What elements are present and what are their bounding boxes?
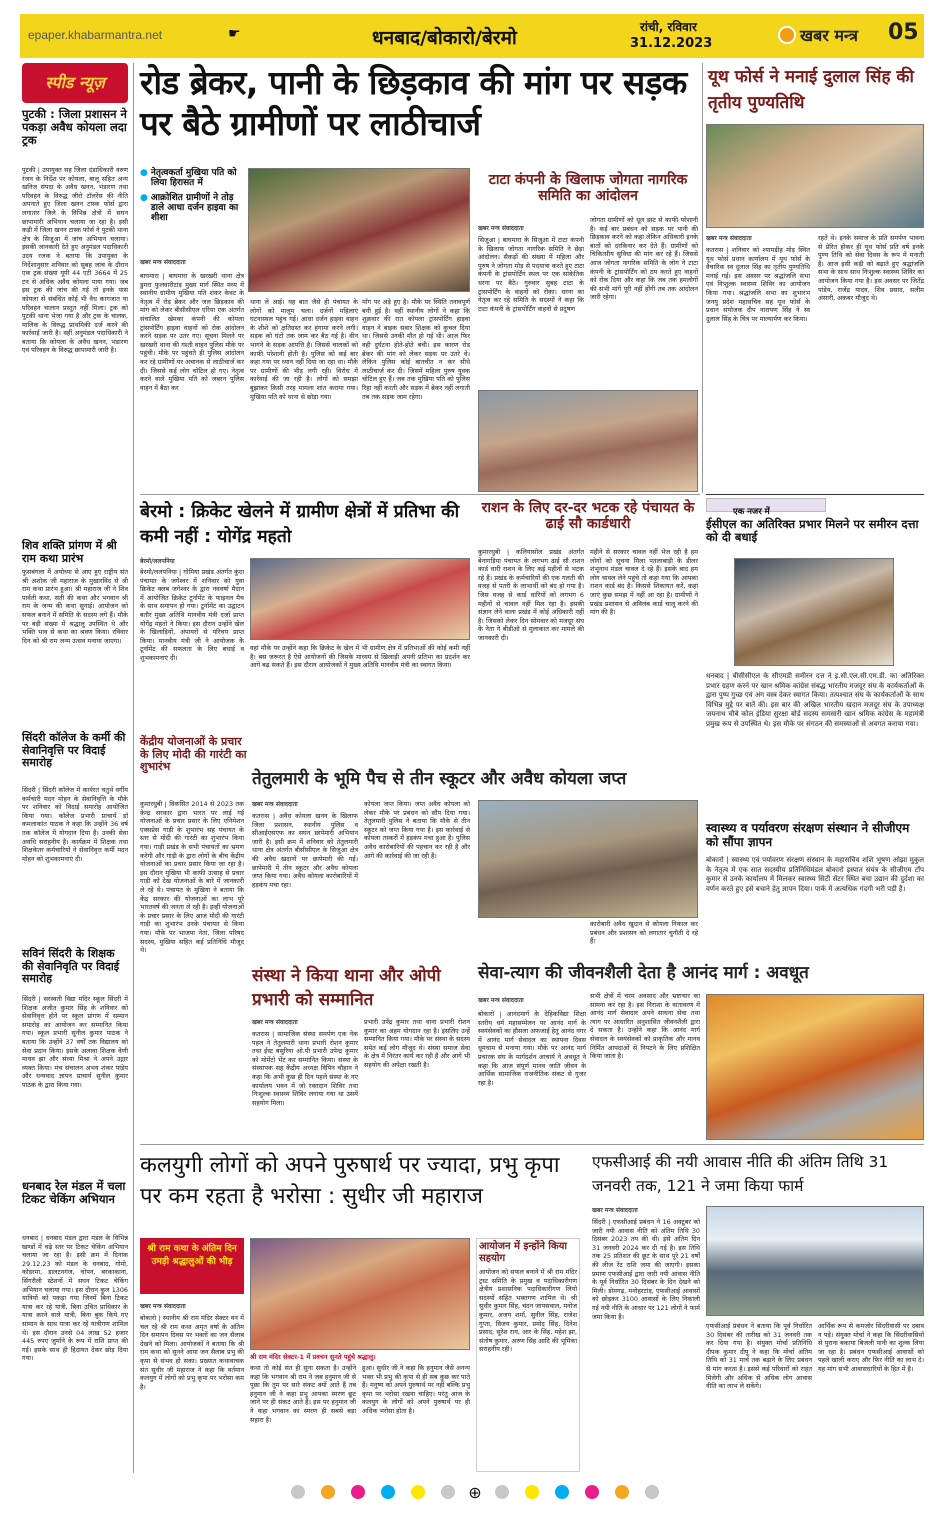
kendra-text: कुमारधुबी | विकसित 2014 से 2023 तक केन्द्र सरकार द्वारा भारत पर लाई गई योजनाओं के प्रचार प्रसार के लिए एनिमेशन एक्सप्रेस गाड़ी के शुभारंभ सह पंचायत के स्तर से मोदी की गारंटी का शुभारंभ किया गया। गाड़ी प्रखंड के सभी पंचायतों का भ्रमण करेगी और गाड़ी के द्वारा लोगों के बीच केंद्रीय योजनाओं का प्रचार प्रसार किया जा रहा है। इस दौरान मुखिया भी काफी उत्साह से प्रचार गाड़ी को देख योजनाओं के बारे में जानकारी ले रहे थे। पंचायत के मुखिया ने बताया कि केंद्र सरकार की योजनाओं का लाभ पूरे भारतवर्ष की जनता ले रही है। इन्हीं योजनाओं के प्रचार प्रसार के लिए आज मोदी की गारंटी गाड़ी का शुभारंभ उनके पंचायत से किया गया। मौके पर भाजपा नेता, जिला परिषद सदस्य, मुखिया सहित कई प्रतिनिधि मौजूद थे। [140,800,244,955]
color-dot [555,1485,569,1499]
speed-b2-text: फुसबंगला में अयोध्या से आए हुए राष्ट्रीय संत श्री अशोक जी महाराज के मुखारविंद से श्री राम कथा प्रारंभ हुआ। श्री महाराज जी ने शिव पार्वती कथा, सती की कथा और भगवान श्री राम के जन्म की कथा सुनाई। आयोजन को सफल बनाने में समिति के सदस्य लगे हैं। मौके पर बड़ी संख्या में श्रद्धालु उपस्थित थे और भक्ति भाव से कथा का श्रवण किया। रविवार दिन को श्री राम जन्म उत्सव मनाया जाएगा। [22,568,128,645]
youth-photo [706,124,924,228]
santha-headline: संस्था ने किया थाना और ओपी प्रभारी को सम्मानित [252,966,441,1010]
color-dot [291,1485,305,1499]
ration-col1: कुमारधुबी | कलियासोल प्रखंड अंतर्गत बेनागड़िया पंचायत के लगभग ढाई सौ राशन कार्ड धारी राशन के लिए कई महीनों से भटक रहे हैं। प्रखंड के कर्मचारियों की एक गलती की वजह से पतरी के लाभार्थी को बंद हो गया है। जिस वजह से कार्ड धारियों को लगभग 6 महीनों से चावल नहीं मिल रहा है। इसकी संज्ञान लेने वाला प्रखंड में कोई अधिकारी नहीं है। जिसको लेकर दिन सोमवार को मजदूर संघ के नेता ने बीडीओ से मुलाकात कर मामले की जानकारी दी। [478,548,584,642]
hand-pointer-icon: ☛ [228,26,241,42]
youth-headline: यूथ फोर्स ने मनाई दुलाल सिंह की तृतीय पुण्यतिथि [708,67,914,113]
kal-col3: हुआ। सुधीर जी ने कहा कि हनुमान जैसे अनन्य भक्त भी प्रभु की कृपा से ही सब कुछ कर पाते हैं। मनुष्य को अपने पुरुषार्थ पर नहीं बल्कि प्रभु कृपा पर भरोसा रखना चाहिए। परंतु आज के कलयुग के लोगों को अपने पुरुषार्थ पर ही अधिक भरोसा होता है। [362,1364,470,1415]
kal-red-box-text: श्री राम कथा के अंतिम दिन उमड़ी श्रद्धालुओं की भीड़ [147,1244,237,1267]
ayojan-box [476,1238,580,1472]
lead-col1: बाघमारा | बाघमारा के खरखरी थाना क्षेत्र डुमरा फुलवारीटांड़ मुख्य मार्ग स्थित मध्य में स्थानीय ग्रामीण मुखिया पति शंकर केवट के नेतृत्व में रोड ब्रेकर और जल छिड़काव की मांग को लेकर बीसीसीएल एरिया एक अंतर्गत संचालित खेमका कंपनी की कोयला ट्रांसपोर्टिंग हाइवा वाहनों को रोक आंदोलन करने सड़क पर उतर गए। सूचना मिलने पर खरखरी थाना की गश्ती वाहन पुलिस मौके पर पहुंची। मौके पर पहुंचते ही पुलिस आंदोलन कर रहे ग्रामीणों पर अचानक से लाठीचार्ज कर दी। जिससे कई लोग चोटिल हो गए। नेतृत्व करने वाले मुखिया पति को जबरन पुलिस वाहन में बैठा कर [140,272,244,392]
color-dot [615,1485,629,1499]
speed-b1-title: पुटकी : जिला प्रशासन ने पकड़ा अवैध कोयला लदा ट्रक [22,107,127,148]
env-headline: स्वास्थ्य व पर्यावरण संरक्षण संस्थान ने सीजीएम को सौंपा ज्ञापन [706,821,910,849]
col-divider [702,63,703,493]
site-url[interactable]: epaper.khabarmantra.net [28,28,163,42]
brand-logo-icon [778,26,796,44]
fci-col2: एफसीआई प्रबंधन ने बताया कि पूर्व निर्धारित 30 दिसंबर की तारीख को 31 जनवरी तक कर दिया गया है। संयुक्त मोर्चा प्रतिनिधि दीपक कुमार दीपू ने कहा कि मोर्चा अंतिम तिथि को 31 मार्च तक बढ़ाने के लिए प्रबंधन से मांग करता है। इससे कई परिवारों को राहत मिलेगी और अधिक से अधिक लोग आवास नीति का लाभ ले सकेंगे। [706,1322,812,1391]
kal-photo-caption: श्री राम मंदिर सेक्टर-1 में प्रवचन सुनते पहुंचे श्रद्धालु। [250,1353,376,1361]
tetul-byline: खबर मन्त्र संवाददाता [252,801,298,808]
speed-b4-title: सविनं सिंदरी के शिक्षक की सेवानिवृति पर विदाई समारोह [22,947,120,986]
page-number: 05 [888,20,919,45]
speed-news-label: स्पीड न्यूज़ [45,73,105,92]
color-dot [351,1485,365,1499]
section-rule [140,1144,924,1145]
lead-photo [248,168,470,292]
tetul-col1: कतरास | अवैध कोयला खनन के खिलाफ जिला प्रशासन, स्थानीय पुलिस व सीआईएसएफ का सघन छापेमारी अभियान जारी है। इसी क्रम में शनिवार को तेतुलमारी थाना क्षेत्र अंतर्गत बीसीसीएल के सिजुआ क्षेत्र की अवैध खदानों पर छापेमारी की गई। छापेमारी में तीन स्कूटर और अवैध कोयला जप्त किया गया। अवैध कोयला कारोबारियों में हड़कंप मचा रहा। [252,812,358,889]
tetul-col3: कारोबारी अवैध खुदान से कोयला निकाल कर प्रबंधन और प्रशासन को लगातार चुनौती दे रहे हैं। [590,920,698,946]
lead-col2: थाना ले आई। यह बात जैसे ही पंचायत के लोगों को मालूम चला। दर्जनों महिलाएं घटनास्थल पहुंच गई। आधा दर्जन हाइवा वाहन के शीशे को क्षतिग्रस्त कर हंगामा करने लगी। सड़क को घंटों तक जाम कर बैठ गई है। वीन भागने के सड़क आपत्ति है। जिससे चालकों को काफी परेशानी होती है। पुलिस को कई बार कहा गया पर ध्यान नहीं दिया जा रहा था। मौके पर ग्रामीणों की भीड़ लगी रही। विरोध में कार्रवाई की जा रही है। लोगों को समझा बुझाकर किसी तरह मामला शांत कराया गया। मुखिया पति को थाना से छोड़ा गया। [250,298,358,401]
ayojan-text: आयोजन को सफल बनाने में श्री राम मंदिर ट्रस्ट समिति के प्रमुख व पदाधिकारीगण क्षेत्रीय प्रशासनिक पदाधिकारीगण लियो सदस्यों सहित भक्तगण शामिल थे। श्री सुधीर कुमार सिंह, चंदन जायसवाल, मनोज कुमार, अजय शर्मा, सुनील सिंह, राजेश गुप्ता, विजय कुमार, प्रमोद सिंह, दिनेश प्रसाद, सुरेश राय, आर के सिंह, महेश झा, संतोष कुमार, अरुण सिंह आदि की भूमिका सराहनीय रही। [479,1268,577,1354]
lead-bullet-2: आक्रोशित ग्रामीणों ने तोड़ डाले आधा दर्जन हाइवा का शीशा [150,192,239,224]
registration-marks [150,1482,800,1502]
bullet-icon: ● [140,192,148,203]
bullet-icon: ● [140,168,148,178]
fci-photo [706,1206,924,1316]
ek-nazar-badge [706,498,826,517]
env-text: बोकारो | स्वास्थ्य एवं पर्यावरण संरक्षण संस्थान के महासचिव शशि भूषण ओझा मुकुल के नेतृत्व में एक सात सदस्यीय प्रतिनिधिमंडल बोकारो इस्पात संयंत्र के सीजीएम टॉप कुमार से उनके कार्यालय में मिलकर स्वास्थ्य सिटी सेंटर स्थित बचा उद्यान की दुर्दशा का वर्णन करते हुए इसे बचाने हेतु ज्ञापन दिया। पार्क में अत्यधिक गंदगी भरी पड़ी है। [706,856,924,893]
tata-headline: टाटा कंपनी के खिलाफ जोगता नागरिक समिति का आंदोलन [488,172,688,205]
seva-col2: सभी क्षेत्रों में चरम अवसाद और भ्रष्टाचार का सामना कर रहा है। इस निराशा के वातावरण में आनंद मार्ग सेवादल अपने साधना सेवा तथा त्याग पर आधारित अनुशासित जीवनशैली द्वारा दे सकता है। उन्होंने कहा कि आनंद मार्ग सेवादल के स्वयंसेवकों को प्राकृतिक और मानव निर्मित आपदाओं से निपटने के लिए प्रशिक्षित किया जाता है। [590,992,700,1061]
color-dot [381,1485,395,1499]
seva-byline: खबर मन्त्र संवाददाता [478,997,524,1004]
ration-headline: राशन के लिए दर-दर भटक रहे पंचायत के ढाई सौ कार्डधारी [481,500,695,533]
youth-col1: कतरास | शनिवार को श्यामडीह मोड़ स्थित यूथ फोर्स प्रधान कार्यालय में यूथ फोर्स के वैचारिक स्व दुलाल सिंह का तृतीय पुण्यतिथि मनाई गई। इस अवसर पर श्रद्धांजलि सभा एवं निःशुल्क स्वास्थ्य शिविर का आयोजन किया गया। श्रद्धांजलि सभा का शुभारंभ जनयु प्रदेश महासचिव सह यूथ फोर्स के प्रधान संयोजक दीप नारायण सिंह ने स्व दुलाल सिंह के चित्र पर माल्यार्पण कर किया। [706,246,810,323]
section-rule [140,494,700,495]
youth-col2: रहते थे। इनके समाज के प्रति समर्पण भावना से प्रेरित होकर ही यूथ फोर्स प्रति वर्ष इनके पुण्य तिथि को सेवा दिवस के रूप में मनाती है। आज इसी कड़ी को बढ़ाते हुए श्रद्धांजलि सभा के साथ साथ निःशुल्क स्वास्थ्य शिविर का आयोजन किया गया है। इस अवसर पर जितेंद्र पांडेय, राजेंद्र यादव, शिव प्रसाद, सलीम अंसारी, अकबर मौजूद थे। [818,234,924,303]
kal-red-box [140,1238,244,1294]
tata-col1: सिजुआ | बाघमारा के सिजुआ में टाटा कंपनी के खिलाफ जोगता नागरिक समिति ने छेड़ा आंदोलन। सैकड़ों की संख्या में महिला और पुरुष ने जोगता मोड़ से पदयात्रा करते हुए टाटा कंपनी के ट्रांसपोर्टिंग स्थल पर एक सांकेतिक धरना पर बैठे। गुरुवार सुबह टाटा के ट्रांसपोर्टिंग के वाहनों को रोका। धरना का नेतृत्व कर रहे समिति के सदस्यों ने कहा कि टाटा कंपनी के ट्रांसपोर्टिंग वाहनों से प्रदूषण [478,236,584,313]
seva-photo [706,994,924,1140]
speed-b2-title: शिव शक्ति प्रांगण में श्री राम कथा प्रारंभ [22,539,117,565]
col-divider [133,63,134,1473]
fci-byline: खबर मन्त्र संवाददाता [592,1207,638,1214]
kal-col2: कथा तो कोई संत ही सुना सकता है। उन्होंने कहा कि भगवान श्री राम ने जब हनुमान जी से पूछा कि तुम पर सारे संकट क्यों आते हैं तब हनुमान जी ने कहा प्रभु आपका स्मरण छूट जाने पर ही संकट आते हैं। इस पर हनुमान जी ने कहा भगवान का स्मरण ही सबसे बड़ा सहारा है। [250,1364,356,1424]
bermo-col1: बेरमो/ललपनिया | गोमिया प्रखंड अंतर्गत कुंदा पंचायत के जगेश्वर में शनिवार को युवा क्रिकेट क्लब जगेश्वर के द्वारा नववर्षा मैदान में आयोजित क्रिकेट टूर्नामेंट के फाइनल मैच के साथ समापन हो गया। टूर्नामेंट का उद्घाटन बतौर मुख्य अतिथि मानवीय मंत्री दर्जा प्राप्त योगेंद्र महतो ने किया। इस दौरान उन्होंने खेल के खिलाड़ियों, अंपायरों से परिचय प्राप्त किया। मानवीय मंत्री जी ने आयोजक के टूर्नामेंट की सफलता के लिए बधाई व शुभकामनाएं दी। [140,568,244,662]
ayojan-headline: आयोजन में इन्होंने किया सहयोग [479,1241,568,1264]
lead-bullets [140,168,244,224]
santha-byline: खबर मन्त्र संवाददाता [252,1019,298,1026]
lead-headline: रोड ब्रेकर, पानी के छिड़काव की मांग पर सड़क पर बैठे ग्रामीणों पर लाठीचार्ज [140,63,687,143]
tata-byline: खबर मन्त्र संवाददाता [478,225,524,232]
tata-col2: जोगता ग्रामीणों को धूल डस्ट से काफी परेशानी है। कई बार प्रबंधन को सड़क पर पानी की छिड़काव करने को कहा लेकिन अधिकारी इनके बातों को दरकिनार कर देते हैं। ग्रामीणों को चिकित्सीय सुविधा की मांग कर रहे हैं। जिससे आज जोगता नागरिक समिति के लोग ने टाटा कंपनी के ट्रांसपोर्टिंग को ठप करते हुए वाहनों को रोक दिया और कहा कि जब तक हमलोगों की सभी मांगें पूरी नहीं होंगी तब तक आंदोलन जारी रहेगा। [590,216,698,302]
kal-byline: खबर मन्त्र संवाददाता [140,1303,186,1310]
speed-news-badge [22,63,128,103]
color-dot [321,1485,335,1499]
color-dot [645,1485,659,1499]
tetul-headline: तेतुलमारी के भूमि पैच से तीन स्कूटर और अवैध कोयला जप्त [252,769,627,789]
color-dot [495,1485,509,1499]
crosshair-icon: ⊕ [468,1482,482,1502]
kal-photo [250,1238,470,1350]
lead-byline: खबर मन्त्र संवाददाता [140,259,186,266]
issue-date: 31.12.2023 [630,36,713,51]
ecl-headline: ईसीएल का अतिरिक्त प्रभार मिलने पर समीरन दत्ता को दी बधाई [706,517,919,545]
color-dot [585,1485,599,1499]
city-day: रांची, रविवार [640,20,697,34]
speed-b4-text: सिंदरी | सरस्वती विद्या मंदिर स्कूल सिंदरी में शिक्षक अजीत कुमार सिंह के शनिवार को सेवानिवृत्त होने पर स्कूल प्रांगण में सम्मान समारोह का आयोजन कर सम्मानित किया गया। स्कूल प्रभारी सुनील कुमार पाठक ने बताया कि उन्होंने 37 वर्षों तक विद्यालय को सेवा प्रदान किया। इसके अलावा शिक्षक वेणी माधव झा और संध्या मिश्रा ने अपने उद्गार व्यक्त किया। मंच संचालन अभय शंकर पांडेय और धन्यवाद ज्ञापन प्राचार्य सुनील कुमार पाठक के द्वारा किया गया। [22,995,128,1089]
seva-headline: सेवा-त्याग की जीवनशैली देता है आनंद मार्ग : अवधूत [478,963,809,983]
bermo-photo [250,558,470,640]
lead-col3: माँग पर अड़े हुए है। मौके पर स्थिति तनावपूर्ण बनी हुई है। वहीं स्थानीय लोगों ने कहा कि शुक्रवार की रात कोयला ट्रांसपोर्टिंग हाइवा वाहन ने बाइक सवार शिक्षक को कुचल दिया था। जिससे उनकी मौत हो गई थी। आज फिर वही दुर्घटना होते-होते बची। इस कारण रोड ब्रेकर की मांग को लेकर सड़क पर उतरे थे। लेकिन पुलिस कोई बातचीत न कर सीधे लाठीचार्ज कर दी। जिसमें महिला पुरुष युवक चोटिल हुए हैं। जब तक मुखिया पति को पुलिस रिहा नहीं करती और सड़क में ब्रेकर नहीं लगाती तब तक सड़क जाम रहेगा। [362,298,470,401]
bermo-headline: बेरमो : क्रिकेट खेलने में ग्रामीण क्षेत्रों में प्रतिभा की कमी नहीं : योगेंद्र महतो [140,502,460,547]
brand-name: खबर मन्त्र [800,26,858,45]
ecl-text: धनबाद | बीसीसीएल के सीएमडी समीरन दत्त ने इ.सी.एल.सी.एम.डी. का अतिरिक्त प्रभार ग्रहण करने पर खान श्रमिक कांग्रेस संबद्ध भारतीय मजदूर संघ के कार्यकर्ताओं के द्वारा पुष्प गुच्छ एवं अंग वस्त्र देकर स्वागत किया। तत्पश्चात संघ के कार्यकर्ताओं के साथ विभिन्न मुद्दे पर बातें की। इस बार की अखिल भारतीय खदान मजदूर संघ के उपाध्यक्ष जयनाथ चौबे कोल इंडिया सुरक्षा बोर्ड सदस्य समसारी खान श्रमिक कांग्रेस के महामंत्री प्रमुख रूप से उपस्थित थे। इस मौके पर संगठन की समस्याओं से अवगत कराया गया। [706,672,924,728]
fci-col3: आर्थिक रूप से कमजोर सिंदरीवासी पर दबाव न पड़े। संयुक्त मोर्चा ने कहा कि सिंदरीवासियों से पुराना बकाया बिजली पानी का शुल्क लिया जा रहा है। प्रबंधन एफसीआई आवासों को पहले खाली कराए और फिर नीति का लाभ दे। यह मांग सभी आवासधारियों के हित में है। [818,1322,924,1373]
speed-b3-text: सिंदरी | सिंदरी कॉलेज में कार्यरत चतुर्थ वर्गीय कर्मचारी मदन मोहन के सेवानिवृत्ति के मौके पर शनिवार को विदाई समारोह आयोजित किया गया। कॉलेज प्रभारी प्राचार्य डॉ कमलाकांत पाठक ने कहा कि उन्होंने 36 वर्ष तक कॉलेज में योगदान दिया है। उनकी सेवा अवधि सराहनीय है। कार्यक्रम में शिक्षक तथा शिक्षकेतर कर्मचारियों ने सेवानिवृत्त कर्मी मदन मोहन को शुभकामनाएं दी। [22,786,128,863]
fci-col1: सिंदरी | एफसीआई प्रबंधन ने 16 अक्टूबर को जारी नयी आवास नीति को अंतिम तिथि 30 दिसंबर 2023 तय की थी। इसे अंतिम दिन 31 जनवरी 2024 कर दी गई है। इस तिथि तक 25 प्रतिशत की छूट के साथ पूरे 21 वर्षों की लीज रेंट राशि जमा की जाएगी। इसका प्रमाण एफसीआई द्वारा जारी नयी आवास नीति के पूर्व निर्धारित 30 दिसंबर के दिन देखने को मिली। डोमगढ़, मनोहरटांड़, एफसीआई आवासों को छोड़कर 3100 आवासों के लिए निकाली गई नयी नीति के आधार पर 121 लोगों ने फार्म जमा किया है। [592,1218,700,1321]
kendra-headline: केंद्रीय योजनाओं के प्रचार के लिए मोदी की गारंटी का शुभारंभ [140,735,247,774]
tetul-photo [478,800,698,918]
tetul-col2: कोयला जप्त किया। जप्त अवैध कोयला को लेकर मौके पर प्रबंधन को सौंप दिया गया। तेतुलमारी पुलिस ने बताया कि मौके से तीन स्कूटर को जप्त किया गया है। इस कार्रवाई से कोयला तस्करों में हड़कंप मचा हुआ है। पुलिस अवैध कारोबारियों की पहचान कर रही है और आगे की कार्रवाई की जा रही है। [364,800,470,860]
santha-col1: कतरास | सामाजिक संस्था समर्पण एक नेक पहल ने तेतुलमारी थाना प्रभारी रोशन कुमार तथा ईस्ट बसुरिया ओ.पी प्रभारी उपेन्द्र कुमार को मोमेंटो भेंट कर सम्मानित किया। संस्था के संस्थापक सह केंद्रीय अध्यक्ष विपिन चौहान ने कहा कि अभी कुछ ही दिन पहले संस्था के नए कार्यालय भवन में जो रक्तदान शिविर तथा निःशुल्क स्वास्थ्य शिविर लगाया गया था उसमें सहयोग मिला। [252,1030,358,1107]
ecl-photo [734,558,894,666]
ek-nazar-label: एक नजर में [733,507,770,517]
seva-col1: बोकारो | आनंदमार्ग के देहिकविद्या शिक्षा स्तरीय धर्म महासम्मेलन पर आनंद मार्ग के स्वयंसेवकों का हौसला अफजाई हेतु आनंद नगर में आनंद मार्ग सेवादल का स्थापना दिवस धूमधाम से मनाया गया। मौके पर आनंद मार्ग प्रचारक संघ के मार्गदर्शन आचार्य ने अवधूत ने कहा कि आज संपूर्ण मानव जाति जीवन के आर्थिक सामाजिक राजनीतिक संकट से गुजर रहा है। [478,1010,586,1087]
section-rule [706,494,924,495]
kal-headline: कलयुगी लोगों को अपने पुरुषार्थ पर ज्यादा, प्रभु कृपा पर कम रहता है भरोसा : सुधीर जी महाराज [140,1153,560,1209]
color-dot [525,1485,539,1499]
speed-b5-text: धनबाद | धनबाद मंडल द्वारा मंडल के विभिन्न खण्डों में चढ़े स्तर पर टिकट चेकिंग अभियान चलाया जा रहा है। इसी क्रम में दिनांक 29.12.23 को मंडल के धनबाद, गोमो, कोडरमा, डालटनगंज, चोपन, बरकाकाना, सिंगरौली स्टेशनों में सघन टिकट चेकिंग अभियान चलाया गया। इस दौरान कुल 1306 यात्रियों को पकड़ा गया जिनमें बिना टिकट यात्रा कर रहे यात्री, बिना उचित प्राधिकार के यात्रा करने वाले यात्री, बिना बुक किये गए सामान के साथ यात्रा कर रहे यात्रीगण शामिल थे। इस दौरान उनसे 04 लाख 52 हजार 445 रुपए जुर्माने के रूप में राशि प्राप्त की गई। इसके साथ ही हिदायत देकर छोड़ दिया गया। [22,1234,128,1363]
bermo-byline: बेरमो/ललपनिया [140,558,175,565]
santha-col2: प्रभारी उपेंद्र कुमार तथा थाना प्रभारी रोशन कुमार का अहम योगदान रहा है। इसलिए उन्हें सम्मानित किया गया। मौके पर संस्था के सदस्य समेत कई लोग मौजूद थे। संस्था समाज सेवा के क्षेत्र में निरंतर कार्य कर रही है और आगे भी सहयोग की अपेक्षा रखती है। [364,1018,470,1069]
kal-col1: बोकारो | स्थानीय श्री राम मंदिर सेक्टर वन में चल रहे श्री राम कथा अमृत वर्षा के अंतिम दिन समापन दिवस पर भक्तों का जन सैलाब देखने को मिला। आयोजकों ने बताया कि श्री राम कथा को सुनने आया जन सैलाब प्रभु की कृपा से संभव हो सका। प्रख्यात कथावाचक संत सुधीर जी महाराज ने कहा कि वर्तमान कलयुग में लोगों को प्रभु कृपा पर भरोसा कम है। [140,1314,244,1391]
color-dot [411,1485,425,1499]
edition-title: धनबाद/बोकारो/बेरमो [372,27,517,49]
bermo-col2: वहां मौके पर उन्होंने कहा कि क्रिकेट के खेल में भी ग्रामीण क्षेत्र में प्रतिभाओं की कोई कमी नहीं है। बस जरूरत है ऐसे आयोजनों की जिसके माध्यम से खिलाड़ी अपनी प्रतिभा का प्रदर्शन कर आगे बढ़ सकते हैं। इस दौरान आयोजकों ने मुख्य अतिथि मानवीय मंत्री का स्वागत किया। [250,644,470,670]
speed-b5-title: धनबाद रेल मंडल में चला टिकट चेकिंग अभियान [22,1179,126,1207]
speed-b3-title: सिंदरी कॉलेज के कर्मी की सेवानिवृत्ति पर विदाई समारोह [22,731,126,770]
lead-bullet-1: नेतृत्वकर्ता मुखिया पति को लिया हिरासत में [150,168,237,189]
fci-headline: एफसीआई की नयी आवास नीति की अंतिम तिथि 31 जनवरी तक, 121 ने जमा किया फार्म [592,1153,889,1195]
color-dot [441,1485,455,1499]
tata-photo [478,390,698,492]
ration-col2: महीने से सरकार चावल नहीं भेज रही है हम लोगों को सूचना मिला पतलाबाड़ी के डीलर शंभूनाथ मंडल चावल दे रहे हैं। इसके बाद हम लोग चावल लेने पहुंचे तो कहा गया कि आपका राशन कार्ड बंद है। किससे शिकायत करें, कहां जाएं कुछ समझ में नहीं आ रहा है। ग्रामीणों ने प्रखंड प्रशासन से अविलंब कार्ड चालू करने की मांग की है। [590,548,698,617]
youth-byline: खबर मन्त्र संवाददाता [706,235,752,242]
speed-b1-text: पुटकी | उपायुक्त सह जिला दंडाधिकारी वरुण रंजन के निर्देश पर कोयला, बालू सहित अन्य खनिज संपदा के अवैध खनन, भंडारण तथा परिवहन के विरुद्ध जीरो टॉलरेंस की नीति अपनाते हुए जिला खनन टास्क फोर्स द्वारा लगातार जिले के विभिन्न क्षेत्रों में सघन छापामारी अभियान चलाया जा रहा है। इसी कड़ी में जिला खनन टास्क फोर्स ने पुटकी थाना क्षेत्र के सिजुआ में जांच अभियान चलाया। इसकी जानकारी देते हुए अनुमंडल पदाधिकारी उदय रजक ने बताया कि उपायुक्त के निर्देशानुसार शनिवार को सुबह जांच के दौरान एक ट्रक संख्या यूपी 44 एटी 3664 में 25 टन से अधिक अवैध कोयला पाया गया। जब इस ट्रक की जांच की गई तो इनके पास कोयला से संबंधित कोई भी वैध कागजात या परिवहन चालान प्रस्तुत नहीं मिला। ट्रक को पुटकी थाना भेजा गया है और ट्रक के चालक, मालिक के विरुद्ध प्राथमिकी दर्ज करने की कार्रवाई जारी है। वहीं अनुमंडल पदाधिकारी ने बताया कि कोयला के अवैध खनन, भंडारण एवं परिवहन के विरुद्ध छापामारी जारी है। [22,166,128,355]
